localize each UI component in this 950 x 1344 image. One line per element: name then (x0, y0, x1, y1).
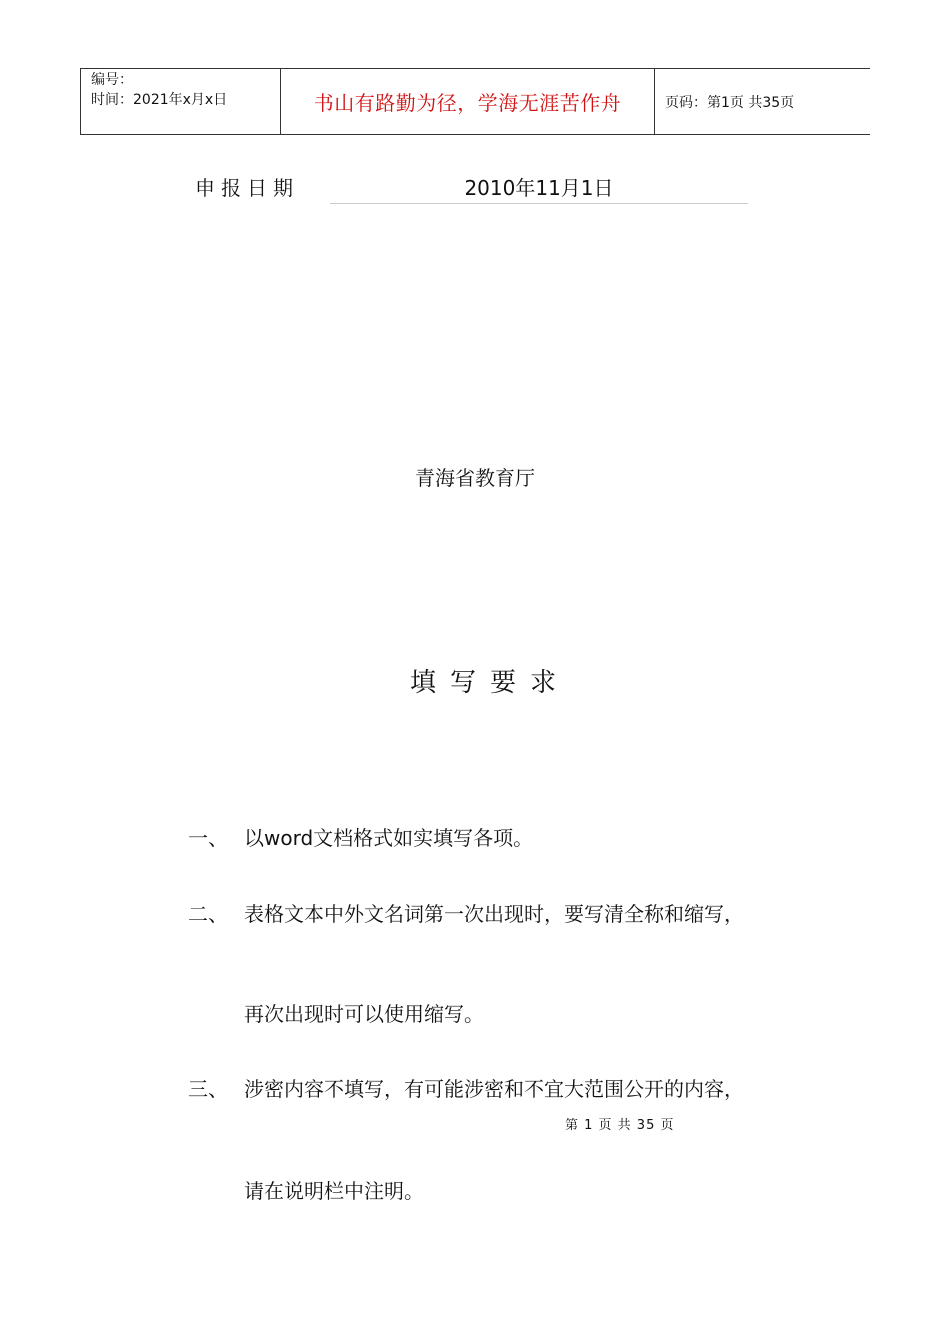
list-item-number: 一、 (188, 826, 228, 850)
organization-name: 青海省教育厅 (415, 466, 535, 490)
section-title: 填写要求 (409, 668, 570, 698)
page-footer-number: 第 1 页 共 35 页 (565, 1118, 675, 1133)
header-motto: 书山有路勤为径，学海无涯苦作舟 (281, 69, 655, 134)
application-date-label: 申报日期 (195, 176, 299, 200)
list-item-text: 请在说明栏中注明。 (244, 1179, 424, 1203)
list-item-number: 三、 (188, 1077, 228, 1101)
list-item-text: 涉密内容不填写，有可能涉密和不宜大范围公开的内容， (244, 1077, 744, 1101)
list-item (0, 900, 950, 930)
application-date-row (195, 172, 755, 202)
header-number-label: 编号： (91, 72, 133, 88)
document-header-table (80, 68, 870, 135)
header-meta-cell (81, 69, 281, 134)
list-item-continuation (0, 1177, 950, 1207)
list-item (0, 1075, 950, 1105)
list-item-text: 表格文本中外文名词第一次出现时，要写清全称和缩写， (244, 902, 744, 926)
header-page-info: 页码：第1页 共35页 (665, 94, 795, 111)
list-item-number: 二、 (188, 902, 228, 926)
header-time-label: 时间：2021年x月x日 (91, 92, 228, 108)
list-item-text: 再次出现时可以使用缩写。 (244, 1002, 484, 1026)
list-item (0, 824, 950, 854)
list-item-continuation (0, 1000, 950, 1030)
list-item-text: 以word文档格式如实填写各项。 (244, 826, 534, 850)
application-date-value: 2010年11月1日 (330, 172, 748, 204)
